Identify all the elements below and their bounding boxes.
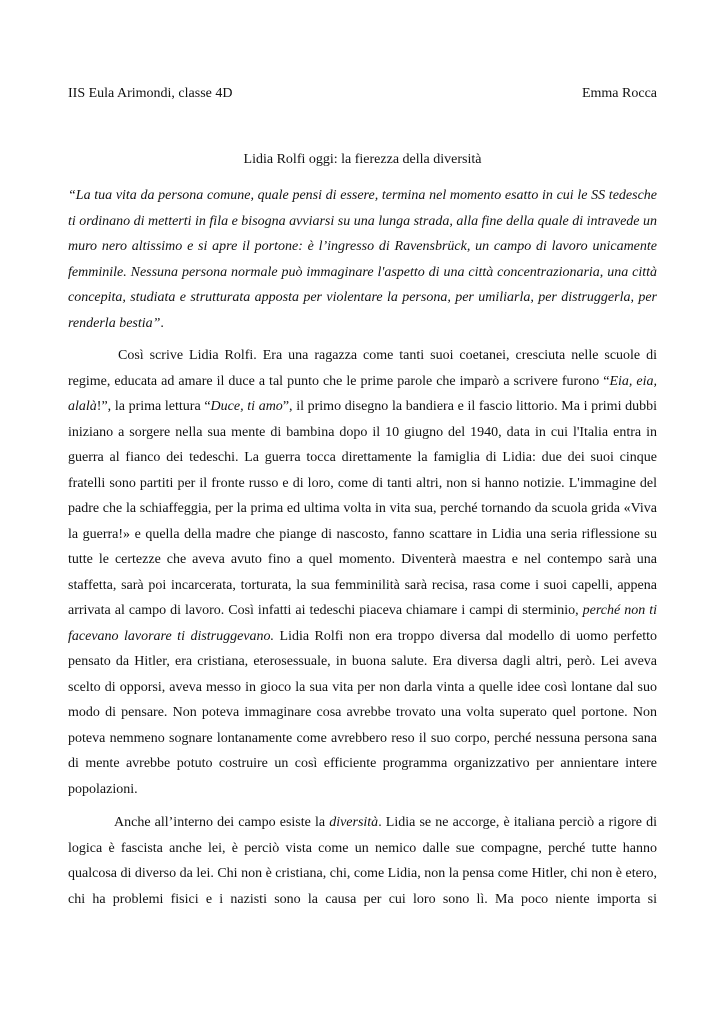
paragraph-2-text-a: Anche all’interno dei campo esiste la	[114, 815, 330, 830]
paragraph-1-text-c: ”, il primo disegno la bandiera e il fascio littorio. Ma i primi dubbi iniziano a sorgere nella sua mente di bambina dopo il 10 giugno del 1940, data in cui l'Italia entra in guerra al fianco dei tedeschi. La guerra tocca direttamente la famiglia di Lidia: due dei suoi cinque fratelli sono partiti per il fronte russo e di loro, come di tanti altri, non si hanno notizie. L'immagine del padre che la schiaffeggia, per la prima ed ultima volta in vita sua, perché tornando da scuola grida «Viva la guerra!» e quella della madre che piange di nascosto, fanno scattare in Lidia una seria riflessione su tutte le certezze che aveva avuto fino a quel momento. Diventerà maestra e nel contempo sarà una staffetta, sarà poi incarcerata, torturata, la sua femminilità sarà recisa, rasa come i suoi capelli, appena arrivata al campo di lavoro. Così infatti ai tedeschi piaceva chiamare i campi di sterminio,	[68, 399, 658, 618]
school-class-label: IIS Eula Arimondi, classe 4D	[68, 86, 233, 101]
paragraph-2-italic-a: diversità	[329, 815, 379, 830]
paragraph-1	[68, 343, 657, 802]
paragraph-1-italic-a: Eia, eia, alalà	[68, 373, 657, 414]
paragraph-1-text-b: !”, la prima lettura “	[96, 399, 211, 414]
paragraph-1-italic-c: perché non ti facevano lavorare ti distruggevano.	[68, 603, 657, 644]
document-body	[68, 183, 657, 912]
paragraph-1-italic-b: Duce, ti amo	[210, 399, 283, 414]
paragraph-2	[68, 810, 657, 912]
author-name: Emma Rocca	[581, 86, 657, 101]
paragraph-1-text-a: Così scrive Lidia Rolfi. Era una ragazza come tanti suoi coetanei, cresciuta nelle scuole di regime, educata ad amare il duce a tal punto che le prime parole che imparò a scrivere furono “	[68, 348, 657, 389]
paragraph-1-text-d: Lidia Rolfi non era troppo diversa dal modello di uomo perfetto pensato da Hitler, era cristiana, eterosessuale, in buona salute. Era diversa dagli altri, però. Lei aveva scelto di opporsi, aveva messo in gioco la sua vita per non darla vinta a quelle idee così lontane dal suo modo di pensare. Non poteva immaginare cosa avrebbe trovato una volta superato quel portone. Non poteva nemmeno sognare lontanamente come avrebbero reso il suo corpo, perché nessuna persona sana di mente avrebbe potuto costruire un così efficiente programma organizzativo per annientare intere popolazioni.	[68, 628, 657, 797]
paragraph-2-text-b: . Lidia se ne accorge, è italiana perciò a rigore di logica è fascista anche lei, è perciò vista come un nemico dalle sue compagne, perché tutte hanno qualcosa di diverso da lei. Chi non è cristiana, chi, come Lidia, non la pensa come Hitler, chi non è etero, chi ha problemi fisici e i nazisti sono la causa per cui loro sono lì. Ma poco niente importa si	[68, 815, 657, 907]
opening-quote	[68, 183, 657, 336]
quote-end: .	[160, 315, 164, 331]
quote-text: “La tua vita da persona comune, quale pensi di essere, termina nel momento esatto in cui le SS tedesche ti ordinano di metterti in fila e bisogna avviarsi su una lunga strada, alla fine della quale di intravede un muro nero altissimo e si apre il portone: è l’ingresso di Ravensbrück, un campo di lavoro unicamente femminile. Nessuna persona normale può immaginare l'aspetto di una città concentrazionaria, una città concepita, studiata e strutturata apposta per violentare la persona, per umiliarla, per distruggerla, per renderla bestia”	[68, 188, 657, 331]
document-header	[68, 86, 657, 106]
document-title: Lidia Rolfi oggi: la fierezza della diversità	[243, 152, 482, 167]
